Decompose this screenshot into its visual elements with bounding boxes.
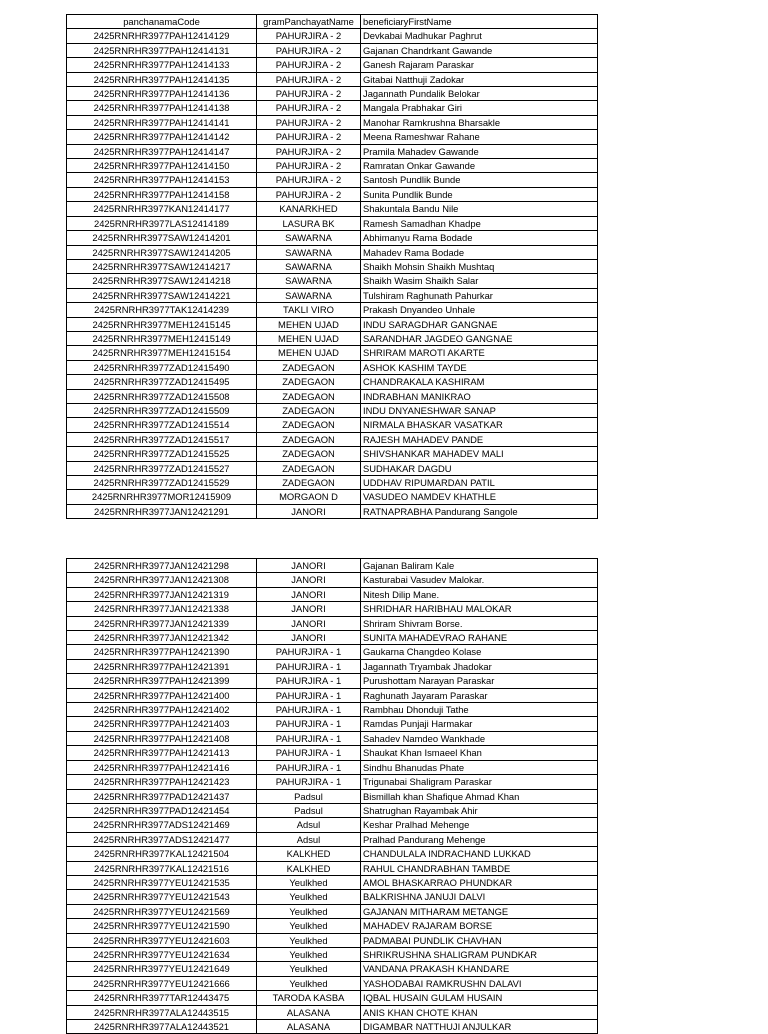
cell-gram-panchayat-name: MORGAON D (257, 490, 361, 504)
cell-beneficiary-first-name: Shaukat Khan Ismaeel Khan (361, 746, 598, 760)
cell-beneficiary-first-name: Devkabai Madhukar Paghrut (361, 29, 598, 43)
cell-gram-panchayat-name: JANORI (257, 587, 361, 601)
cell-beneficiary-first-name: SHRIKRUSHNA SHALIGRAM PUNDKAR (361, 947, 598, 961)
cell-gram-panchayat-name: PAHURJIRA - 1 (257, 645, 361, 659)
cell-beneficiary-first-name: Meena Rameshwar Rahane (361, 130, 598, 144)
cell-gram-panchayat-name: Yeulkhed (257, 890, 361, 904)
cell-beneficiary-first-name: Mangala Prabhakar Giri (361, 101, 598, 115)
cell-panchanama-code: 2425RNRHR3977PAH12421416 (67, 760, 257, 774)
table-row (67, 403, 598, 417)
cell-beneficiary-first-name: Trigunabai Shaligram Paraskar (361, 775, 598, 789)
cell-panchanama-code: 2425RNRHR3977PAH12414153 (67, 173, 257, 187)
cell-gram-panchayat-name: Adsul (257, 818, 361, 832)
cell-beneficiary-first-name: Tulshiram Raghunath Pahurkar (361, 288, 598, 302)
cell-beneficiary-first-name: AMOL BHASKARRAO PHUNDKAR (361, 875, 598, 889)
cell-beneficiary-first-name: PADMABAI PUNDLIK CHAVHAN (361, 933, 598, 947)
table-row (67, 875, 598, 889)
cell-panchanama-code: 2425RNRHR3977YEU12421590 (67, 919, 257, 933)
cell-panchanama-code: 2425RNRHR3977MEH12415154 (67, 346, 257, 360)
cell-beneficiary-first-name: UDDHAV RIPUMARDAN PATIL (361, 476, 598, 490)
cell-panchanama-code: 2425RNRHR3977PAH12414138 (67, 101, 257, 115)
cell-beneficiary-first-name: INDU SARAGDHAR GANGNAE (361, 317, 598, 331)
cell-panchanama-code: 2425RNRHR3977YEU12421603 (67, 933, 257, 947)
cell-beneficiary-first-name: Ramratan Onkar Gawande (361, 159, 598, 173)
cell-panchanama-code: 2425RNRHR3977ADS12421477 (67, 832, 257, 846)
table-row (67, 159, 598, 173)
cell-panchanama-code: 2425RNRHR3977PAH12421413 (67, 746, 257, 760)
table-row (67, 703, 598, 717)
table-row (67, 43, 598, 57)
cell-panchanama-code: 2425RNRHR3977SAW12414201 (67, 231, 257, 245)
table-row (67, 919, 598, 933)
cell-panchanama-code: 2425RNRHR3977KAL12421504 (67, 847, 257, 861)
cell-panchanama-code: 2425RNRHR3977MEH12415145 (67, 317, 257, 331)
cell-beneficiary-first-name: Sunita Pundlik Bunde (361, 187, 598, 201)
cell-beneficiary-first-name: Ramdas Punjaji Harmakar (361, 717, 598, 731)
cell-panchanama-code: 2425RNRHR3977PAH12421402 (67, 703, 257, 717)
header-gram-panchayat-name: gramPanchayatName (257, 15, 361, 29)
cell-panchanama-code: 2425RNRHR3977ZAD12415514 (67, 418, 257, 432)
cell-gram-panchayat-name: Yeulkhed (257, 962, 361, 976)
table-row (67, 731, 598, 745)
cell-gram-panchayat-name: PAHURJIRA - 1 (257, 760, 361, 774)
table-row (67, 674, 598, 688)
cell-panchanama-code: 2425RNRHR3977ALA12443521 (67, 1020, 257, 1034)
cell-gram-panchayat-name: ZADEGAON (257, 476, 361, 490)
cell-gram-panchayat-name: JANORI (257, 616, 361, 630)
cell-beneficiary-first-name: NIRMALA BHASKAR VASATKAR (361, 418, 598, 432)
cell-panchanama-code: 2425RNRHR3977MOR12415909 (67, 490, 257, 504)
cell-gram-panchayat-name: PAHURJIRA - 1 (257, 717, 361, 731)
beneficiary-table-1 (66, 14, 598, 519)
table-row (67, 58, 598, 72)
cell-panchanama-code: 2425RNRHR3977YEU12421649 (67, 962, 257, 976)
cell-beneficiary-first-name: MAHADEV RAJARAM BORSE (361, 919, 598, 933)
cell-panchanama-code: 2425RNRHR3977PAH12414150 (67, 159, 257, 173)
table-row (67, 659, 598, 673)
cell-panchanama-code: 2425RNRHR3977JAN12421308 (67, 573, 257, 587)
cell-beneficiary-first-name: Shaikh Wasim Shaikh Salar (361, 274, 598, 288)
cell-gram-panchayat-name: ZADEGAON (257, 418, 361, 432)
cell-gram-panchayat-name: Yeulkhed (257, 904, 361, 918)
table-row (67, 231, 598, 245)
cell-panchanama-code: 2425RNRHR3977PAH12414136 (67, 87, 257, 101)
table-row (67, 645, 598, 659)
cell-panchanama-code: 2425RNRHR3977TAR12443475 (67, 991, 257, 1005)
table-row (67, 775, 598, 789)
cell-beneficiary-first-name: Gajanan Chandrkant Gawande (361, 43, 598, 57)
table-row (67, 375, 598, 389)
cell-gram-panchayat-name: ZADEGAON (257, 403, 361, 417)
cell-beneficiary-first-name: Abhimanyu Rama Bodade (361, 231, 598, 245)
cell-gram-panchayat-name: PAHURJIRA - 2 (257, 29, 361, 43)
cell-beneficiary-first-name: RAJESH MAHADEV PANDE (361, 432, 598, 446)
cell-beneficiary-first-name: Sindhu Bhanudas Phate (361, 760, 598, 774)
cell-beneficiary-first-name: RAHUL CHANDRABHAN TAMBDE (361, 861, 598, 875)
cell-gram-panchayat-name: Padsul (257, 789, 361, 803)
cell-beneficiary-first-name: Manohar Ramkrushna Bharsakle (361, 115, 598, 129)
cell-panchanama-code: 2425RNRHR3977ADS12421469 (67, 818, 257, 832)
cell-beneficiary-first-name: SUNITA MAHADEVRAO RAHANE (361, 631, 598, 645)
cell-beneficiary-first-name: Sahadev Namdeo Wankhade (361, 731, 598, 745)
table-row (67, 976, 598, 990)
table-row (67, 962, 598, 976)
cell-gram-panchayat-name: PAHURJIRA - 2 (257, 159, 361, 173)
cell-gram-panchayat-name: KANARKHED (257, 202, 361, 216)
table-row (67, 1005, 598, 1019)
cell-panchanama-code: 2425RNRHR3977PAH12414158 (67, 187, 257, 201)
cell-gram-panchayat-name: Padsul (257, 803, 361, 817)
table-row (67, 144, 598, 158)
cell-panchanama-code: 2425RNRHR3977MEH12415149 (67, 331, 257, 345)
cell-panchanama-code: 2425RNRHR3977SAW12414221 (67, 288, 257, 302)
table-row (67, 173, 598, 187)
cell-panchanama-code: 2425RNRHR3977ZAD12415509 (67, 403, 257, 417)
cell-gram-panchayat-name: SAWARNA (257, 288, 361, 302)
cell-beneficiary-first-name: SHRIRAM MAROTI AKARTE (361, 346, 598, 360)
table-row (67, 933, 598, 947)
cell-panchanama-code: 2425RNRHR3977PAH12414135 (67, 72, 257, 86)
table-row (67, 890, 598, 904)
table-row (67, 389, 598, 403)
cell-beneficiary-first-name: Mahadev Rama Bodade (361, 245, 598, 259)
cell-beneficiary-first-name: DIGAMBAR NATTHUJI ANJULKAR (361, 1020, 598, 1034)
cell-panchanama-code: 2425RNRHR3977SAW12414217 (67, 259, 257, 273)
cell-panchanama-code: 2425RNRHR3977PAH12421390 (67, 645, 257, 659)
cell-panchanama-code: 2425RNRHR3977PAH12414141 (67, 115, 257, 129)
cell-panchanama-code: 2425RNRHR3977PAH12421400 (67, 688, 257, 702)
cell-beneficiary-first-name: Ganesh Rajaram Paraskar (361, 58, 598, 72)
table-row (67, 818, 598, 832)
cell-panchanama-code: 2425RNRHR3977PAD12421437 (67, 789, 257, 803)
cell-beneficiary-first-name: Shatrughan Rayambak Ahir (361, 803, 598, 817)
cell-panchanama-code: 2425RNRHR3977ZAD12415517 (67, 432, 257, 446)
table-row (67, 832, 598, 846)
cell-panchanama-code: 2425RNRHR3977PAH12421391 (67, 659, 257, 673)
table-row (67, 602, 598, 616)
cell-panchanama-code: 2425RNRHR3977TAK12414239 (67, 303, 257, 317)
cell-gram-panchayat-name: JANORI (257, 602, 361, 616)
cell-panchanama-code: 2425RNRHR3977PAH12414147 (67, 144, 257, 158)
cell-beneficiary-first-name: Raghunath Jayaram Paraskar (361, 688, 598, 702)
table-row (67, 303, 598, 317)
table-row (67, 87, 598, 101)
cell-gram-panchayat-name: ZADEGAON (257, 461, 361, 475)
table-row (67, 115, 598, 129)
cell-gram-panchayat-name: PAHURJIRA - 1 (257, 688, 361, 702)
cell-gram-panchayat-name: MEHEN UJAD (257, 317, 361, 331)
cell-beneficiary-first-name: Ramesh Samadhan Khadpe (361, 216, 598, 230)
cell-panchanama-code: 2425RNRHR3977ZAD12415508 (67, 389, 257, 403)
cell-beneficiary-first-name: BALKRISHNA JANUJI DALVI (361, 890, 598, 904)
table-row (67, 688, 598, 702)
cell-panchanama-code: 2425RNRHR3977JAN12421339 (67, 616, 257, 630)
cell-gram-panchayat-name: Yeulkhed (257, 976, 361, 990)
cell-beneficiary-first-name: Jagannath Tryambak Jhadokar (361, 659, 598, 673)
cell-gram-panchayat-name: KALKHED (257, 847, 361, 861)
header-row (67, 15, 598, 29)
table-row (67, 130, 598, 144)
table-row (67, 187, 598, 201)
beneficiary-table-2 (66, 558, 598, 1034)
cell-gram-panchayat-name: PAHURJIRA - 2 (257, 115, 361, 129)
table-row (67, 847, 598, 861)
table-row (67, 101, 598, 115)
cell-beneficiary-first-name: Bismillah khan Shafique Ahmad Khan (361, 789, 598, 803)
cell-beneficiary-first-name: Prakash Dnyandeo Unhale (361, 303, 598, 317)
table-row (67, 447, 598, 461)
cell-gram-panchayat-name: PAHURJIRA - 2 (257, 58, 361, 72)
cell-beneficiary-first-name: Pramila Mahadev Gawande (361, 144, 598, 158)
cell-gram-panchayat-name: PAHURJIRA - 1 (257, 746, 361, 760)
cell-gram-panchayat-name: PAHURJIRA - 1 (257, 674, 361, 688)
table-row (67, 360, 598, 374)
table-row (67, 288, 598, 302)
cell-gram-panchayat-name: ZADEGAON (257, 432, 361, 446)
cell-gram-panchayat-name: MEHEN UJAD (257, 331, 361, 345)
cell-beneficiary-first-name: VANDANA PRAKASH KHANDARE (361, 962, 598, 976)
cell-beneficiary-first-name: INDU DNYANESHWAR SANAP (361, 403, 598, 417)
cell-panchanama-code: 2425RNRHR3977JAN12421291 (67, 504, 257, 518)
cell-gram-panchayat-name: Yeulkhed (257, 933, 361, 947)
cell-panchanama-code: 2425RNRHR3977JAN12421319 (67, 587, 257, 601)
table-row (67, 789, 598, 803)
cell-beneficiary-first-name: GAJANAN MITHARAM METANGE (361, 904, 598, 918)
cell-beneficiary-first-name: YASHODABAI RAMKRUSHN DALAVI (361, 976, 598, 990)
cell-panchanama-code: 2425RNRHR3977PAH12414133 (67, 58, 257, 72)
cell-gram-panchayat-name: SAWARNA (257, 231, 361, 245)
cell-panchanama-code: 2425RNRHR3977KAN12414177 (67, 202, 257, 216)
cell-panchanama-code: 2425RNRHR3977JAN12421338 (67, 602, 257, 616)
cell-panchanama-code: 2425RNRHR3977PAH12414131 (67, 43, 257, 57)
cell-beneficiary-first-name: SHIVSHANKAR MAHADEV MALI (361, 447, 598, 461)
cell-beneficiary-first-name: VASUDEO NAMDEV KHATHLE (361, 490, 598, 504)
cell-gram-panchayat-name: PAHURJIRA - 2 (257, 87, 361, 101)
cell-beneficiary-first-name: Pralhad Pandurang Mehenge (361, 832, 598, 846)
cell-gram-panchayat-name: PAHURJIRA - 2 (257, 187, 361, 201)
cell-beneficiary-first-name: INDRABHAN MANIKRAO (361, 389, 598, 403)
cell-panchanama-code: 2425RNRHR3977ZAD12415525 (67, 447, 257, 461)
cell-gram-panchayat-name: MEHEN UJAD (257, 346, 361, 360)
cell-panchanama-code: 2425RNRHR3977PAD12421454 (67, 803, 257, 817)
cell-gram-panchayat-name: Yeulkhed (257, 875, 361, 889)
table-row (67, 717, 598, 731)
cell-gram-panchayat-name: TARODA KASBA (257, 991, 361, 1005)
cell-beneficiary-first-name: Gajanan Baliram Kale (361, 559, 598, 573)
cell-panchanama-code: 2425RNRHR3977ZAD12415529 (67, 476, 257, 490)
cell-beneficiary-first-name: Gitabai Natthuji Zadokar (361, 72, 598, 86)
cell-panchanama-code: 2425RNRHR3977YEU12421535 (67, 875, 257, 889)
table-row (67, 559, 598, 573)
cell-panchanama-code: 2425RNRHR3977ZAD12415495 (67, 375, 257, 389)
cell-gram-panchayat-name: JANORI (257, 559, 361, 573)
table-row (67, 947, 598, 961)
table-row (67, 803, 598, 817)
cell-panchanama-code: 2425RNRHR3977PAH12421408 (67, 731, 257, 745)
cell-panchanama-code: 2425RNRHR3977JAN12421342 (67, 631, 257, 645)
cell-panchanama-code: 2425RNRHR3977SAW12414205 (67, 245, 257, 259)
cell-beneficiary-first-name: Gaukarna Changdeo Kolase (361, 645, 598, 659)
cell-gram-panchayat-name: JANORI (257, 631, 361, 645)
cell-gram-panchayat-name: KALKHED (257, 861, 361, 875)
table-row (67, 476, 598, 490)
cell-beneficiary-first-name: Rambhau Dhonduji Tathe (361, 703, 598, 717)
cell-beneficiary-first-name: ANIS KHAN CHOTE KHAN (361, 1005, 598, 1019)
table-row (67, 1020, 598, 1034)
cell-panchanama-code: 2425RNRHR3977PAH12414129 (67, 29, 257, 43)
cell-beneficiary-first-name: Keshar Pralhad Mehenge (361, 818, 598, 832)
cell-panchanama-code: 2425RNRHR3977ZAD12415527 (67, 461, 257, 475)
table-row (67, 317, 598, 331)
cell-beneficiary-first-name: Shaikh Mohsin Shaikh Mushtaq (361, 259, 598, 273)
cell-beneficiary-first-name: Shriram Shivram Borse. (361, 616, 598, 630)
cell-gram-panchayat-name: PAHURJIRA - 2 (257, 173, 361, 187)
cell-gram-panchayat-name: PAHURJIRA - 1 (257, 731, 361, 745)
header-beneficiary-first-name: beneficiaryFirstName (361, 15, 598, 29)
table-row (67, 331, 598, 345)
table-row (67, 616, 598, 630)
cell-gram-panchayat-name: ZADEGAON (257, 375, 361, 389)
cell-panchanama-code: 2425RNRHR3977ALA12443515 (67, 1005, 257, 1019)
header-panchanama-code: panchanamaCode (67, 15, 257, 29)
cell-panchanama-code: 2425RNRHR3977JAN12421298 (67, 559, 257, 573)
cell-beneficiary-first-name: ASHOK KASHIM TAYDE (361, 360, 598, 374)
table-row (67, 418, 598, 432)
cell-gram-panchayat-name: PAHURJIRA - 2 (257, 101, 361, 115)
table-row (67, 861, 598, 875)
cell-panchanama-code: 2425RNRHR3977KAL12421516 (67, 861, 257, 875)
cell-panchanama-code: 2425RNRHR3977YEU12421543 (67, 890, 257, 904)
cell-panchanama-code: 2425RNRHR3977LAS12414189 (67, 216, 257, 230)
cell-gram-panchayat-name: JANORI (257, 504, 361, 518)
cell-gram-panchayat-name: PAHURJIRA - 2 (257, 43, 361, 57)
table-row (67, 29, 598, 43)
table-row (67, 202, 598, 216)
table-row (67, 245, 598, 259)
cell-beneficiary-first-name: RATNAPRABHA Pandurang Sangole (361, 504, 598, 518)
cell-gram-panchayat-name: Adsul (257, 832, 361, 846)
cell-panchanama-code: 2425RNRHR3977YEU12421666 (67, 976, 257, 990)
cell-gram-panchayat-name: PAHURJIRA - 2 (257, 72, 361, 86)
cell-beneficiary-first-name: SARANDHAR JAGDEO GANGNAE (361, 331, 598, 345)
cell-gram-panchayat-name: ZADEGAON (257, 447, 361, 461)
cell-beneficiary-first-name: SHRIDHAR HARIBHAU MALOKAR (361, 602, 598, 616)
cell-beneficiary-first-name: Santosh Pundlik Bunde (361, 173, 598, 187)
cell-gram-panchayat-name: ALASANA (257, 1020, 361, 1034)
table-row (67, 274, 598, 288)
cell-panchanama-code: 2425RNRHR3977PAH12414142 (67, 130, 257, 144)
cell-panchanama-code: 2425RNRHR3977YEU12421634 (67, 947, 257, 961)
cell-panchanama-code: 2425RNRHR3977YEU12421569 (67, 904, 257, 918)
cell-gram-panchayat-name: PAHURJIRA - 2 (257, 130, 361, 144)
cell-gram-panchayat-name: PAHURJIRA - 1 (257, 775, 361, 789)
cell-beneficiary-first-name: Shakuntala Bandu Nile (361, 202, 598, 216)
cell-gram-panchayat-name: Yeulkhed (257, 947, 361, 961)
table-row (67, 216, 598, 230)
cell-gram-panchayat-name: ALASANA (257, 1005, 361, 1019)
table-row (67, 461, 598, 475)
table-row (67, 760, 598, 774)
cell-gram-panchayat-name: Yeulkhed (257, 919, 361, 933)
table-row (67, 991, 598, 1005)
cell-panchanama-code: 2425RNRHR3977PAH12421399 (67, 674, 257, 688)
cell-beneficiary-first-name: CHANDRAKALA KASHIRAM (361, 375, 598, 389)
table-row (67, 346, 598, 360)
cell-panchanama-code: 2425RNRHR3977PAH12421403 (67, 717, 257, 731)
table-row (67, 587, 598, 601)
cell-gram-panchayat-name: PAHURJIRA - 1 (257, 703, 361, 717)
cell-beneficiary-first-name: Purushottam Narayan Paraskar (361, 674, 598, 688)
cell-beneficiary-first-name: SUDHAKAR DAGDU (361, 461, 598, 475)
cell-gram-panchayat-name: SAWARNA (257, 245, 361, 259)
table-row (67, 490, 598, 504)
cell-beneficiary-first-name: Nitesh Dilip Mane. (361, 587, 598, 601)
table-row (67, 573, 598, 587)
cell-gram-panchayat-name: LASURA BK (257, 216, 361, 230)
table-row (67, 746, 598, 760)
cell-gram-panchayat-name: ZADEGAON (257, 389, 361, 403)
table-row (67, 72, 598, 86)
cell-panchanama-code: 2425RNRHR3977SAW12414218 (67, 274, 257, 288)
table-row (67, 904, 598, 918)
table-row (67, 432, 598, 446)
table-row (67, 259, 598, 273)
cell-beneficiary-first-name: CHANDULALA INDRACHAND LUKKAD (361, 847, 598, 861)
cell-gram-panchayat-name: ZADEGAON (257, 360, 361, 374)
table-row (67, 631, 598, 645)
cell-gram-panchayat-name: PAHURJIRA - 2 (257, 144, 361, 158)
cell-panchanama-code: 2425RNRHR3977PAH12421423 (67, 775, 257, 789)
cell-gram-panchayat-name: TAKLI VIRO (257, 303, 361, 317)
cell-gram-panchayat-name: SAWARNA (257, 259, 361, 273)
table-row (67, 504, 598, 518)
cell-gram-panchayat-name: PAHURJIRA - 1 (257, 659, 361, 673)
cell-beneficiary-first-name: Kasturabai Vasudev Malokar. (361, 573, 598, 587)
cell-panchanama-code: 2425RNRHR3977ZAD12415490 (67, 360, 257, 374)
cell-gram-panchayat-name: SAWARNA (257, 274, 361, 288)
cell-gram-panchayat-name: JANORI (257, 573, 361, 587)
cell-beneficiary-first-name: IQBAL HUSAIN GULAM HUSAIN (361, 991, 598, 1005)
cell-beneficiary-first-name: Jagannath Pundalik Belokar (361, 87, 598, 101)
